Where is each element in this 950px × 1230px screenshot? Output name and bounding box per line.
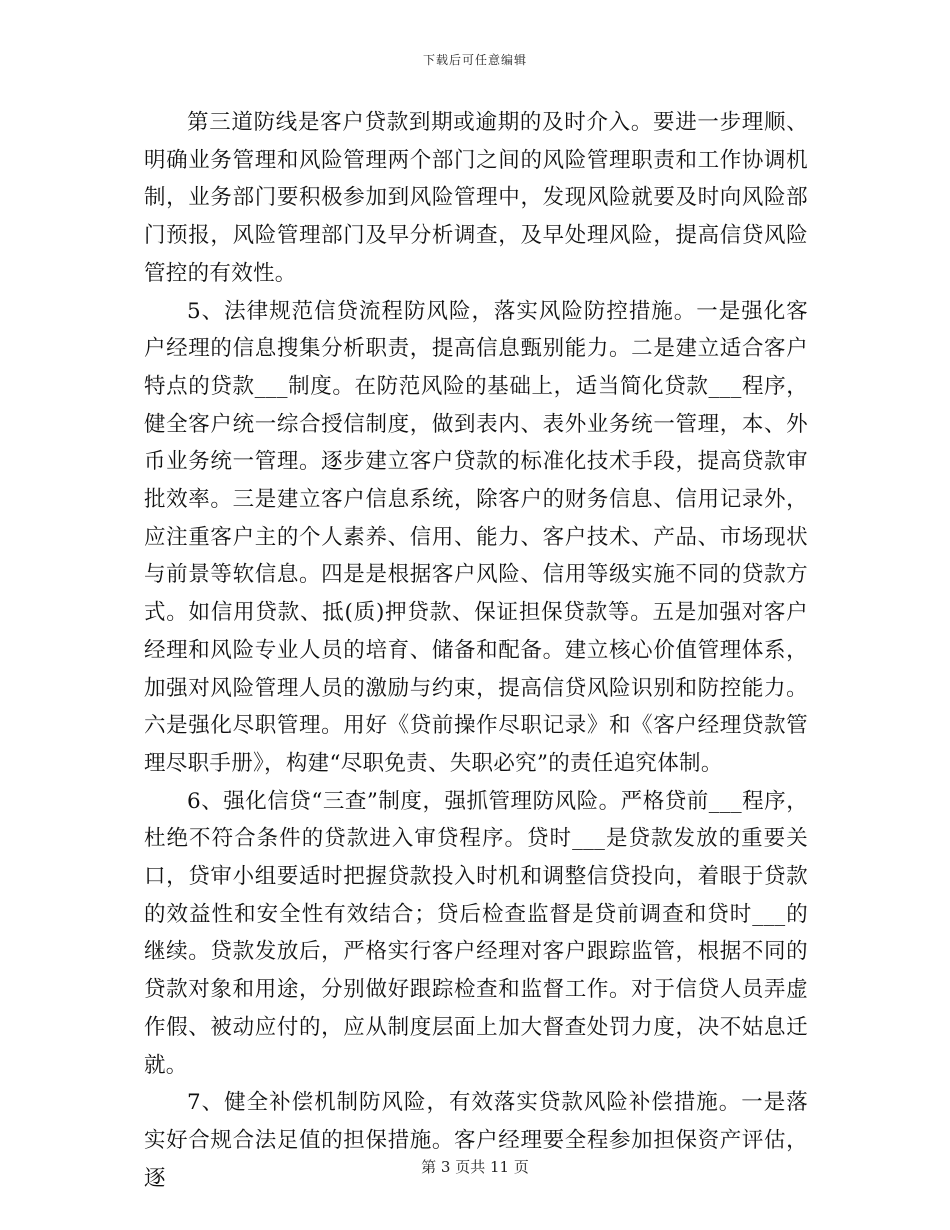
paragraph-7-compensation: 7、健全补偿机制防风险，有效落实贷款风险补偿措施。一是落实好合规合法足值的担保措施。客户经理要全程参加担保资产评估，逐	[144, 1090, 808, 1191]
paragraph-third-defense: 第三道防线是客户贷款到期或逾期的及时介入。要进一步理顺、明确业务管理和风险管理两个部门之间的风险管理职责和工作协调机制，业务部门要积极参加到风险管理中，发现风险就要及时向风险部门预报，风险管理部门及早分析调查，及早处理风险，提高信贷风险管控的有效性。	[144, 110, 808, 286]
paragraph-6-three-checks: 6、强化信贷“三查”制度，强抓管理防风险。严格贷前___程序，杜绝不符合条件的贷款进入审贷程序。贷时___是贷款发放的重要关口，贷审小组要适时把握贷款投入时机和调整信贷投向，着眼于贷款的效益性和安全性有效结合；贷后检查监督是贷前调查和贷时___的继续。贷款发放后，严格实行客户经理对客户跟踪监管，根据不同的贷款对象和用途，分别做好跟踪检查和监督工作。对于信贷人员弄虚作假、被动应付的，应从制度层面上加大督查处罚力度，决不姑息迁就。	[144, 788, 808, 1078]
document-body	[144, 104, 808, 1197]
page-header-note: 下载后可任意编辑	[422, 53, 527, 67]
paragraph-5-legal-process: 5、法律规范信贷流程防风险，落实风险防控措施。一是强化客户经理的信息搜集分析职责，提高信息甄别能力。二是建立适合客户特点的贷款___制度。在防范风险的基础上，适当简化贷款___程序，健全客户统一综合授信制度，做到表内、表外业务统一管理，本、外币业务统一管理。逐步建立客户贷款的标准化技术手段，提高贷款审批效率。三是建立客户信息系统，除客户的财务信息、信用记录外，应注重客户主的个人素养、信用、能力、客户技术、产品、市场现状与前景等软信息。四是是根据客户风险、信用等级实施不同的贷款方式。如信用贷款、抵(质)押贷款、保证担保贷款等。五是加强对客户经理和风险专业人员的培育、储备和配备。建立核心价值管理体系，加强对风险管理人员的激励与约束，提高信贷风险识别和防控能力。六是强化尽职管理。用好《贷前操作尽职记录》和《客户经理贷款管理尽职手册》，构建“尽职免责、失职必究”的责任追究体制。	[144, 298, 808, 776]
page-number: 第 3 页共 11 页	[421, 1158, 529, 1176]
